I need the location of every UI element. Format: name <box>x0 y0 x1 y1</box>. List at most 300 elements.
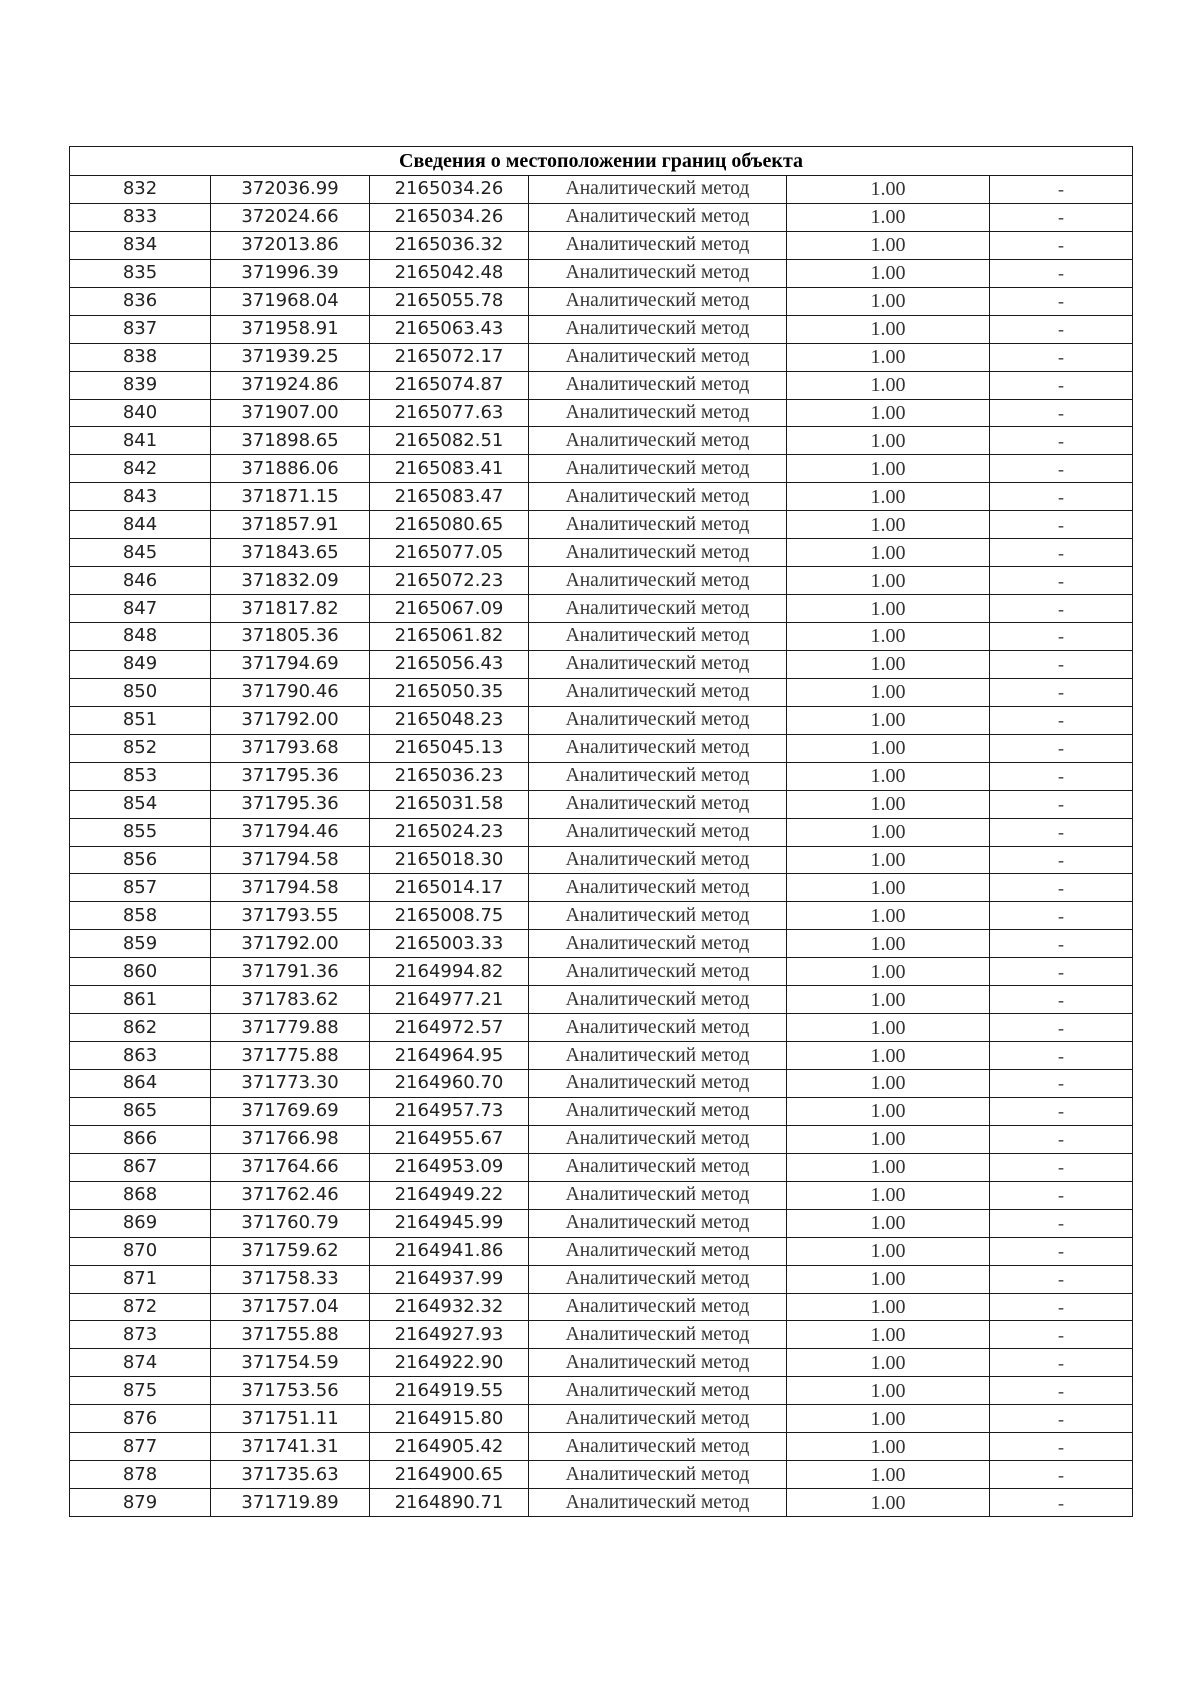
table-row <box>70 930 1133 958</box>
x-coordinate-cell: 371719.89 <box>211 1489 370 1517</box>
y-coordinate-cell: 2164964.95 <box>370 1042 529 1070</box>
x-coordinate-cell: 371924.86 <box>211 371 370 399</box>
point-number-cell: 861 <box>70 986 211 1014</box>
table-row <box>70 511 1133 539</box>
method-cell: Аналитический метод <box>529 650 787 678</box>
x-coordinate-cell: 371996.39 <box>211 259 370 287</box>
x-coordinate-cell: 371735.63 <box>211 1461 370 1489</box>
table-row <box>70 176 1133 204</box>
y-coordinate-cell: 2164955.67 <box>370 1125 529 1153</box>
description-cell: - <box>990 427 1133 455</box>
description-cell: - <box>990 371 1133 399</box>
point-number-cell: 873 <box>70 1321 211 1349</box>
description-cell: - <box>990 1042 1133 1070</box>
description-cell: - <box>990 734 1133 762</box>
accuracy-cell: 1.00 <box>787 1153 990 1181</box>
description-cell: - <box>990 511 1133 539</box>
table-row <box>70 231 1133 259</box>
table-row <box>70 874 1133 902</box>
description-cell: - <box>990 203 1133 231</box>
y-coordinate-cell: 2164941.86 <box>370 1237 529 1265</box>
y-coordinate-cell: 2165077.05 <box>370 539 529 567</box>
accuracy-cell: 1.00 <box>787 678 990 706</box>
table-row <box>70 203 1133 231</box>
table-row <box>70 399 1133 427</box>
description-cell: - <box>990 930 1133 958</box>
point-number-cell: 852 <box>70 734 211 762</box>
accuracy-cell: 1.00 <box>787 1181 990 1209</box>
method-cell: Аналитический метод <box>529 1489 787 1517</box>
x-coordinate-cell: 371886.06 <box>211 455 370 483</box>
accuracy-cell: 1.00 <box>787 1237 990 1265</box>
y-coordinate-cell: 2165036.32 <box>370 231 529 259</box>
y-coordinate-cell: 2165045.13 <box>370 734 529 762</box>
y-coordinate-cell: 2164972.57 <box>370 1014 529 1042</box>
y-coordinate-cell: 2164927.93 <box>370 1321 529 1349</box>
method-cell: Аналитический метод <box>529 1237 787 1265</box>
point-number-cell: 872 <box>70 1293 211 1321</box>
point-number-cell: 879 <box>70 1489 211 1517</box>
x-coordinate-cell: 371792.00 <box>211 930 370 958</box>
y-coordinate-cell: 2165083.47 <box>370 483 529 511</box>
x-coordinate-cell: 371907.00 <box>211 399 370 427</box>
table-row <box>70 567 1133 595</box>
y-coordinate-cell: 2165055.78 <box>370 287 529 315</box>
table-row <box>70 1293 1133 1321</box>
accuracy-cell: 1.00 <box>787 567 990 595</box>
point-number-cell: 854 <box>70 790 211 818</box>
x-coordinate-cell: 371792.00 <box>211 706 370 734</box>
accuracy-cell: 1.00 <box>787 706 990 734</box>
accuracy-cell: 1.00 <box>787 986 990 1014</box>
table-row <box>70 1433 1133 1461</box>
point-number-cell: 864 <box>70 1070 211 1098</box>
method-cell: Аналитический метод <box>529 259 787 287</box>
description-cell: - <box>990 1181 1133 1209</box>
x-coordinate-cell: 371871.15 <box>211 483 370 511</box>
description-cell: - <box>990 1405 1133 1433</box>
x-coordinate-cell: 371794.69 <box>211 650 370 678</box>
accuracy-cell: 1.00 <box>787 930 990 958</box>
method-cell: Аналитический метод <box>529 1125 787 1153</box>
method-cell: Аналитический метод <box>529 930 787 958</box>
accuracy-cell: 1.00 <box>787 427 990 455</box>
description-cell: - <box>990 1489 1133 1517</box>
method-cell: Аналитический метод <box>529 1433 787 1461</box>
description-cell: - <box>990 874 1133 902</box>
accuracy-cell: 1.00 <box>787 1377 990 1405</box>
x-coordinate-cell: 371783.62 <box>211 986 370 1014</box>
point-number-cell: 841 <box>70 427 211 455</box>
point-number-cell: 870 <box>70 1237 211 1265</box>
point-number-cell: 849 <box>70 650 211 678</box>
accuracy-cell: 1.00 <box>787 762 990 790</box>
x-coordinate-cell: 371753.56 <box>211 1377 370 1405</box>
method-cell: Аналитический метод <box>529 1070 787 1098</box>
accuracy-cell: 1.00 <box>787 371 990 399</box>
description-cell: - <box>990 902 1133 930</box>
description-cell: - <box>990 1321 1133 1349</box>
accuracy-cell: 1.00 <box>787 343 990 371</box>
point-number-cell: 834 <box>70 231 211 259</box>
y-coordinate-cell: 2164945.99 <box>370 1209 529 1237</box>
table-row <box>70 902 1133 930</box>
table-row <box>70 678 1133 706</box>
x-coordinate-cell: 371857.91 <box>211 511 370 539</box>
accuracy-cell: 1.00 <box>787 846 990 874</box>
x-coordinate-cell: 371793.68 <box>211 734 370 762</box>
method-cell: Аналитический метод <box>529 315 787 343</box>
accuracy-cell: 1.00 <box>787 623 990 651</box>
description-cell: - <box>990 1237 1133 1265</box>
method-cell: Аналитический метод <box>529 427 787 455</box>
description-cell: - <box>990 650 1133 678</box>
point-number-cell: 844 <box>70 511 211 539</box>
description-cell: - <box>990 1433 1133 1461</box>
description-cell: - <box>990 1377 1133 1405</box>
table-row <box>70 1237 1133 1265</box>
description-cell: - <box>990 762 1133 790</box>
accuracy-cell: 1.00 <box>787 399 990 427</box>
y-coordinate-cell: 2165080.65 <box>370 511 529 539</box>
table-row <box>70 1321 1133 1349</box>
accuracy-cell: 1.00 <box>787 818 990 846</box>
table-row <box>70 1125 1133 1153</box>
table-row <box>70 1181 1133 1209</box>
x-coordinate-cell: 371795.36 <box>211 790 370 818</box>
accuracy-cell: 1.00 <box>787 1349 990 1377</box>
table-row <box>70 1209 1133 1237</box>
y-coordinate-cell: 2165061.82 <box>370 623 529 651</box>
table-body <box>70 176 1133 1517</box>
x-coordinate-cell: 371793.55 <box>211 902 370 930</box>
method-cell: Аналитический метод <box>529 595 787 623</box>
description-cell: - <box>990 1070 1133 1098</box>
table-row <box>70 455 1133 483</box>
description-cell: - <box>990 958 1133 986</box>
y-coordinate-cell: 2164915.80 <box>370 1405 529 1433</box>
accuracy-cell: 1.00 <box>787 1209 990 1237</box>
table-row <box>70 623 1133 651</box>
point-number-cell: 868 <box>70 1181 211 1209</box>
x-coordinate-cell: 371794.58 <box>211 874 370 902</box>
point-number-cell: 856 <box>70 846 211 874</box>
x-coordinate-cell: 371741.31 <box>211 1433 370 1461</box>
x-coordinate-cell: 371832.09 <box>211 567 370 595</box>
y-coordinate-cell: 2165014.17 <box>370 874 529 902</box>
accuracy-cell: 1.00 <box>787 287 990 315</box>
x-coordinate-cell: 371968.04 <box>211 287 370 315</box>
point-number-cell: 871 <box>70 1265 211 1293</box>
x-coordinate-cell: 371769.69 <box>211 1097 370 1125</box>
description-cell: - <box>990 1153 1133 1181</box>
point-number-cell: 848 <box>70 623 211 651</box>
description-cell: - <box>990 623 1133 651</box>
y-coordinate-cell: 2164937.99 <box>370 1265 529 1293</box>
y-coordinate-cell: 2165024.23 <box>370 818 529 846</box>
table-row <box>70 1070 1133 1098</box>
point-number-cell: 842 <box>70 455 211 483</box>
description-cell: - <box>990 846 1133 874</box>
method-cell: Аналитический метод <box>529 399 787 427</box>
point-number-cell: 866 <box>70 1125 211 1153</box>
description-cell: - <box>990 176 1133 204</box>
description-cell: - <box>990 1265 1133 1293</box>
table-row <box>70 958 1133 986</box>
description-cell: - <box>990 1097 1133 1125</box>
method-cell: Аналитический метод <box>529 1293 787 1321</box>
table-row <box>70 539 1133 567</box>
method-cell: Аналитический метод <box>529 678 787 706</box>
table-row <box>70 1461 1133 1489</box>
y-coordinate-cell: 2165042.48 <box>370 259 529 287</box>
table-row <box>70 1349 1133 1377</box>
point-number-cell: 877 <box>70 1433 211 1461</box>
table-row <box>70 762 1133 790</box>
method-cell: Аналитический метод <box>529 1405 787 1433</box>
method-cell: Аналитический метод <box>529 1461 787 1489</box>
y-coordinate-cell: 2164977.21 <box>370 986 529 1014</box>
accuracy-cell: 1.00 <box>787 1433 990 1461</box>
table-row <box>70 595 1133 623</box>
accuracy-cell: 1.00 <box>787 1014 990 1042</box>
method-cell: Аналитический метод <box>529 874 787 902</box>
y-coordinate-cell: 2164932.32 <box>370 1293 529 1321</box>
accuracy-cell: 1.00 <box>787 203 990 231</box>
point-number-cell: 867 <box>70 1153 211 1181</box>
x-coordinate-cell: 371758.33 <box>211 1265 370 1293</box>
accuracy-cell: 1.00 <box>787 315 990 343</box>
method-cell: Аналитический метод <box>529 1377 787 1405</box>
x-coordinate-cell: 371958.91 <box>211 315 370 343</box>
y-coordinate-cell: 2164900.65 <box>370 1461 529 1489</box>
method-cell: Аналитический метод <box>529 986 787 1014</box>
accuracy-cell: 1.00 <box>787 902 990 930</box>
accuracy-cell: 1.00 <box>787 1321 990 1349</box>
y-coordinate-cell: 2165082.51 <box>370 427 529 455</box>
table-row <box>70 846 1133 874</box>
method-cell: Аналитический метод <box>529 371 787 399</box>
y-coordinate-cell: 2164905.42 <box>370 1433 529 1461</box>
description-cell: - <box>990 539 1133 567</box>
method-cell: Аналитический метод <box>529 762 787 790</box>
method-cell: Аналитический метод <box>529 623 787 651</box>
point-number-cell: 835 <box>70 259 211 287</box>
x-coordinate-cell: 371755.88 <box>211 1321 370 1349</box>
description-cell: - <box>990 567 1133 595</box>
table-row <box>70 650 1133 678</box>
point-number-cell: 850 <box>70 678 211 706</box>
table-row <box>70 1489 1133 1517</box>
description-cell: - <box>990 1014 1133 1042</box>
description-cell: - <box>990 231 1133 259</box>
x-coordinate-cell: 371794.58 <box>211 846 370 874</box>
y-coordinate-cell: 2164919.55 <box>370 1377 529 1405</box>
x-coordinate-cell: 371766.98 <box>211 1125 370 1153</box>
y-coordinate-cell: 2164922.90 <box>370 1349 529 1377</box>
point-number-cell: 840 <box>70 399 211 427</box>
x-coordinate-cell: 371898.65 <box>211 427 370 455</box>
x-coordinate-cell: 371751.11 <box>211 1405 370 1433</box>
description-cell: - <box>990 315 1133 343</box>
x-coordinate-cell: 372013.86 <box>211 231 370 259</box>
y-coordinate-cell: 2165077.63 <box>370 399 529 427</box>
point-number-cell: 860 <box>70 958 211 986</box>
accuracy-cell: 1.00 <box>787 1097 990 1125</box>
method-cell: Аналитический метод <box>529 231 787 259</box>
accuracy-cell: 1.00 <box>787 1461 990 1489</box>
y-coordinate-cell: 2165031.58 <box>370 790 529 818</box>
y-coordinate-cell: 2165056.43 <box>370 650 529 678</box>
table-row <box>70 1377 1133 1405</box>
accuracy-cell: 1.00 <box>787 1042 990 1070</box>
point-number-cell: 851 <box>70 706 211 734</box>
x-coordinate-cell: 371794.46 <box>211 818 370 846</box>
x-coordinate-cell: 371760.79 <box>211 1209 370 1237</box>
accuracy-cell: 1.00 <box>787 511 990 539</box>
accuracy-cell: 1.00 <box>787 790 990 818</box>
x-coordinate-cell: 371791.36 <box>211 958 370 986</box>
y-coordinate-cell: 2165008.75 <box>370 902 529 930</box>
table-row <box>70 483 1133 511</box>
table-title: Сведения о местоположении границ объекта <box>70 147 1133 176</box>
point-number-cell: 855 <box>70 818 211 846</box>
method-cell: Аналитический метод <box>529 902 787 930</box>
description-cell: - <box>990 706 1133 734</box>
accuracy-cell: 1.00 <box>787 1265 990 1293</box>
x-coordinate-cell: 372036.99 <box>211 176 370 204</box>
point-number-cell: 878 <box>70 1461 211 1489</box>
description-cell: - <box>990 399 1133 427</box>
x-coordinate-cell: 371805.36 <box>211 623 370 651</box>
point-number-cell: 832 <box>70 176 211 204</box>
point-number-cell: 859 <box>70 930 211 958</box>
y-coordinate-cell: 2165074.87 <box>370 371 529 399</box>
x-coordinate-cell: 371939.25 <box>211 343 370 371</box>
table-row <box>70 343 1133 371</box>
y-coordinate-cell: 2165083.41 <box>370 455 529 483</box>
y-coordinate-cell: 2165048.23 <box>370 706 529 734</box>
method-cell: Аналитический метод <box>529 539 787 567</box>
point-number-cell: 863 <box>70 1042 211 1070</box>
x-coordinate-cell: 371754.59 <box>211 1349 370 1377</box>
x-coordinate-cell: 371779.88 <box>211 1014 370 1042</box>
x-coordinate-cell: 371775.88 <box>211 1042 370 1070</box>
method-cell: Аналитический метод <box>529 1209 787 1237</box>
table-row <box>70 1097 1133 1125</box>
accuracy-cell: 1.00 <box>787 595 990 623</box>
description-cell: - <box>990 483 1133 511</box>
y-coordinate-cell: 2164957.73 <box>370 1097 529 1125</box>
point-number-cell: 876 <box>70 1405 211 1433</box>
accuracy-cell: 1.00 <box>787 734 990 762</box>
description-cell: - <box>990 790 1133 818</box>
description-cell: - <box>990 818 1133 846</box>
method-cell: Аналитический метод <box>529 1321 787 1349</box>
x-coordinate-cell: 371843.65 <box>211 539 370 567</box>
method-cell: Аналитический метод <box>529 1349 787 1377</box>
table-row <box>70 1153 1133 1181</box>
table-row <box>70 259 1133 287</box>
method-cell: Аналитический метод <box>529 203 787 231</box>
table-row <box>70 790 1133 818</box>
accuracy-cell: 1.00 <box>787 1293 990 1321</box>
table-row <box>70 1014 1133 1042</box>
table-row <box>70 706 1133 734</box>
y-coordinate-cell: 2165036.23 <box>370 762 529 790</box>
table-row <box>70 734 1133 762</box>
point-number-cell: 843 <box>70 483 211 511</box>
accuracy-cell: 1.00 <box>787 874 990 902</box>
method-cell: Аналитический метод <box>529 734 787 762</box>
accuracy-cell: 1.00 <box>787 483 990 511</box>
method-cell: Аналитический метод <box>529 1042 787 1070</box>
description-cell: - <box>990 287 1133 315</box>
method-cell: Аналитический метод <box>529 511 787 539</box>
y-coordinate-cell: 2165003.33 <box>370 930 529 958</box>
y-coordinate-cell: 2164949.22 <box>370 1181 529 1209</box>
y-coordinate-cell: 2164994.82 <box>370 958 529 986</box>
accuracy-cell: 1.00 <box>787 231 990 259</box>
y-coordinate-cell: 2165063.43 <box>370 315 529 343</box>
table-row <box>70 371 1133 399</box>
table-row <box>70 1405 1133 1433</box>
method-cell: Аналитический метод <box>529 1181 787 1209</box>
y-coordinate-cell: 2164953.09 <box>370 1153 529 1181</box>
description-cell: - <box>990 259 1133 287</box>
table-row <box>70 986 1133 1014</box>
x-coordinate-cell: 371757.04 <box>211 1293 370 1321</box>
point-number-cell: 845 <box>70 539 211 567</box>
table-row <box>70 1042 1133 1070</box>
boundary-coordinates-table <box>69 146 1133 1517</box>
y-coordinate-cell: 2165050.35 <box>370 678 529 706</box>
point-number-cell: 857 <box>70 874 211 902</box>
accuracy-cell: 1.00 <box>787 1125 990 1153</box>
table-row <box>70 287 1133 315</box>
method-cell: Аналитический метод <box>529 790 787 818</box>
y-coordinate-cell: 2165072.17 <box>370 343 529 371</box>
description-cell: - <box>990 1125 1133 1153</box>
method-cell: Аналитический метод <box>529 287 787 315</box>
point-number-cell: 846 <box>70 567 211 595</box>
table-row <box>70 818 1133 846</box>
method-cell: Аналитический метод <box>529 483 787 511</box>
point-number-cell: 836 <box>70 287 211 315</box>
method-cell: Аналитический метод <box>529 706 787 734</box>
accuracy-cell: 1.00 <box>787 176 990 204</box>
x-coordinate-cell: 371790.46 <box>211 678 370 706</box>
description-cell: - <box>990 455 1133 483</box>
y-coordinate-cell: 2165067.09 <box>370 595 529 623</box>
method-cell: Аналитический метод <box>529 1097 787 1125</box>
accuracy-cell: 1.00 <box>787 1405 990 1433</box>
point-number-cell: 853 <box>70 762 211 790</box>
x-coordinate-cell: 371773.30 <box>211 1070 370 1098</box>
y-coordinate-cell: 2165034.26 <box>370 176 529 204</box>
method-cell: Аналитический метод <box>529 567 787 595</box>
description-cell: - <box>990 595 1133 623</box>
method-cell: Аналитический метод <box>529 958 787 986</box>
point-number-cell: 833 <box>70 203 211 231</box>
x-coordinate-cell: 371817.82 <box>211 595 370 623</box>
point-number-cell: 874 <box>70 1349 211 1377</box>
point-number-cell: 838 <box>70 343 211 371</box>
x-coordinate-cell: 371795.36 <box>211 762 370 790</box>
description-cell: - <box>990 1293 1133 1321</box>
accuracy-cell: 1.00 <box>787 1070 990 1098</box>
point-number-cell: 869 <box>70 1209 211 1237</box>
